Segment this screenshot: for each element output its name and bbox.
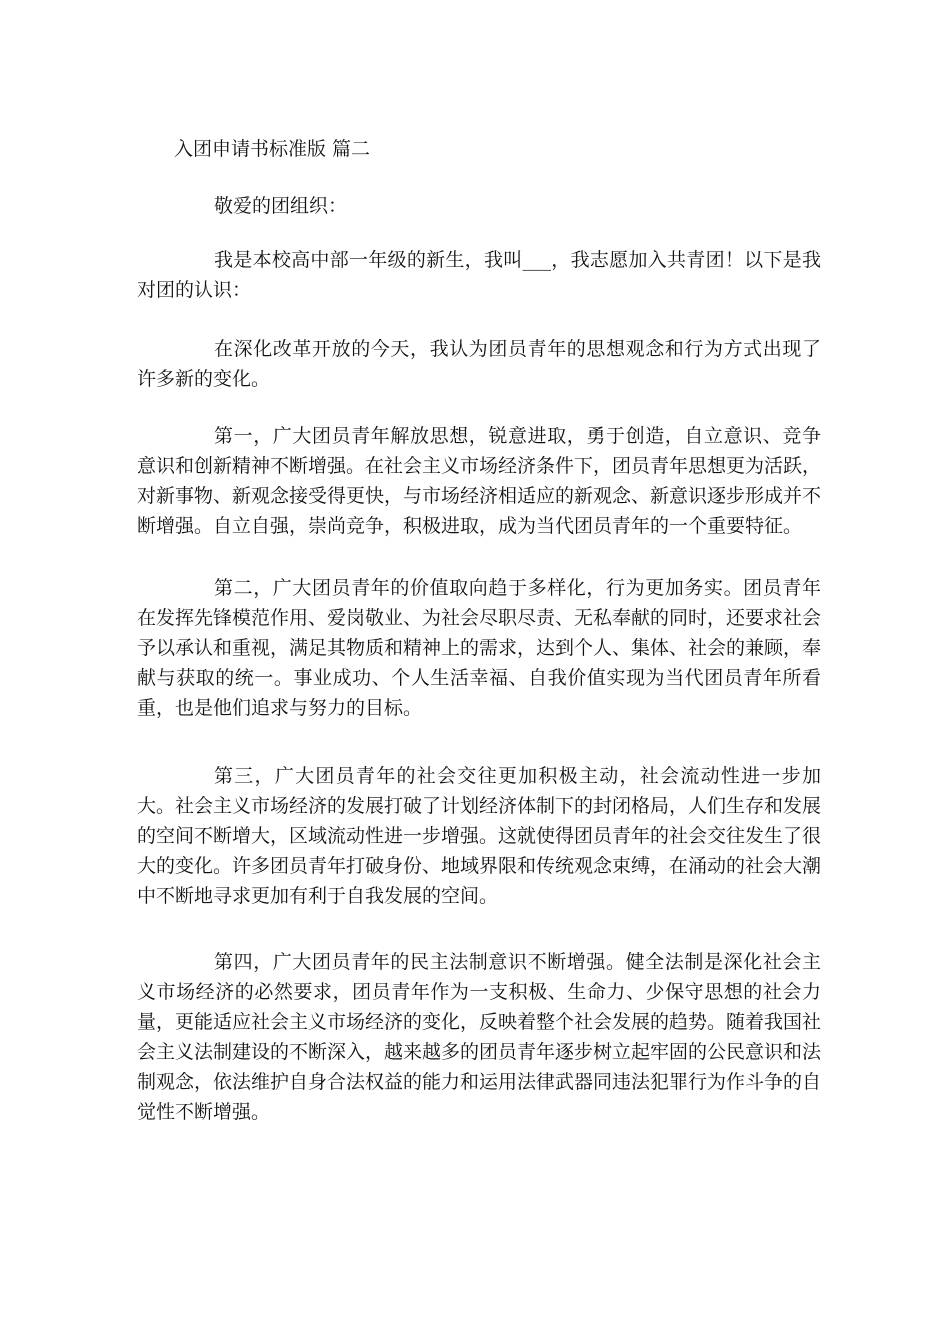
salutation: 敬爱的团组织： <box>214 195 348 217</box>
paragraph-first: 第一，广大团员青年解放思想，锐意进取，勇于创造，自立意识、竞争意识和创新精神不断增强。在社会主义市场经济条件下，团员青年思想更为活跃，对新事物、新观念接受得更快，与市场经济相适应的新观念、新意识逐步形成并不断增强。自立自强，崇尚竞争，积极进取，成为当代团员青年的一个重要特征。 <box>137 425 822 537</box>
paragraph-third: 第三，广大团员青年的社会交往更加积极主动，社会流动性进一步加大。社会主义市场经济的发展打破了计划经济体制下的封闭格局，人们生存和发展的空间不断增大，区域流动性进一步增强。这就使得团员青年的社会交往发生了很大的变化。许多团员青年打破身份、地域界限和传统观念束缚，在涌动的社会大潮中不断地寻求更加有利于自我发展的空间。 <box>137 765 822 907</box>
paragraph-intro: 我是本校高中部一年级的新生，我叫___，我志愿加入共青团！以下是我对团的认识： <box>137 249 821 301</box>
paragraph-second: 第二，广大团员青年的价值取向趋于多样化，行为更加务实。团员青年在发挥先锋模范作用、爱岗敬业、为社会尽职尽责、无私奉献的同时，还要求社会予以承认和重视，满足其物质和精神上的需求，达到个人、集体、社会的兼顾，奉献与获取的统一。事业成功、个人生活幸福、自我价值实现为当代团员青年所看重，也是他们追求与努力的目标。 <box>137 577 822 719</box>
paragraph-fourth: 第四，广大团员青年的民主法制意识不断增强。健全法制是深化社会主义市场经济的必然要求，团员青年作为一支积极、生命力、少保守思想的社会力量，更能适应社会主义市场经济的变化，反映着整个社会发展的趋势。随着我国社会主义法制建设的不断深入，越来越多的团员青年逐步树立起牢固的公民意识和法制观念，依法维护自身合法权益的能力和运用法律武器同违法犯罪行为作斗争的自觉性不断增强。 <box>137 951 822 1123</box>
document-title: 入团申请书标准版 篇二 <box>174 138 371 160</box>
paragraph-changes: 在深化改革开放的今天，我认为团员青年的思想观念和行为方式出现了许多新的变化。 <box>137 338 821 390</box>
